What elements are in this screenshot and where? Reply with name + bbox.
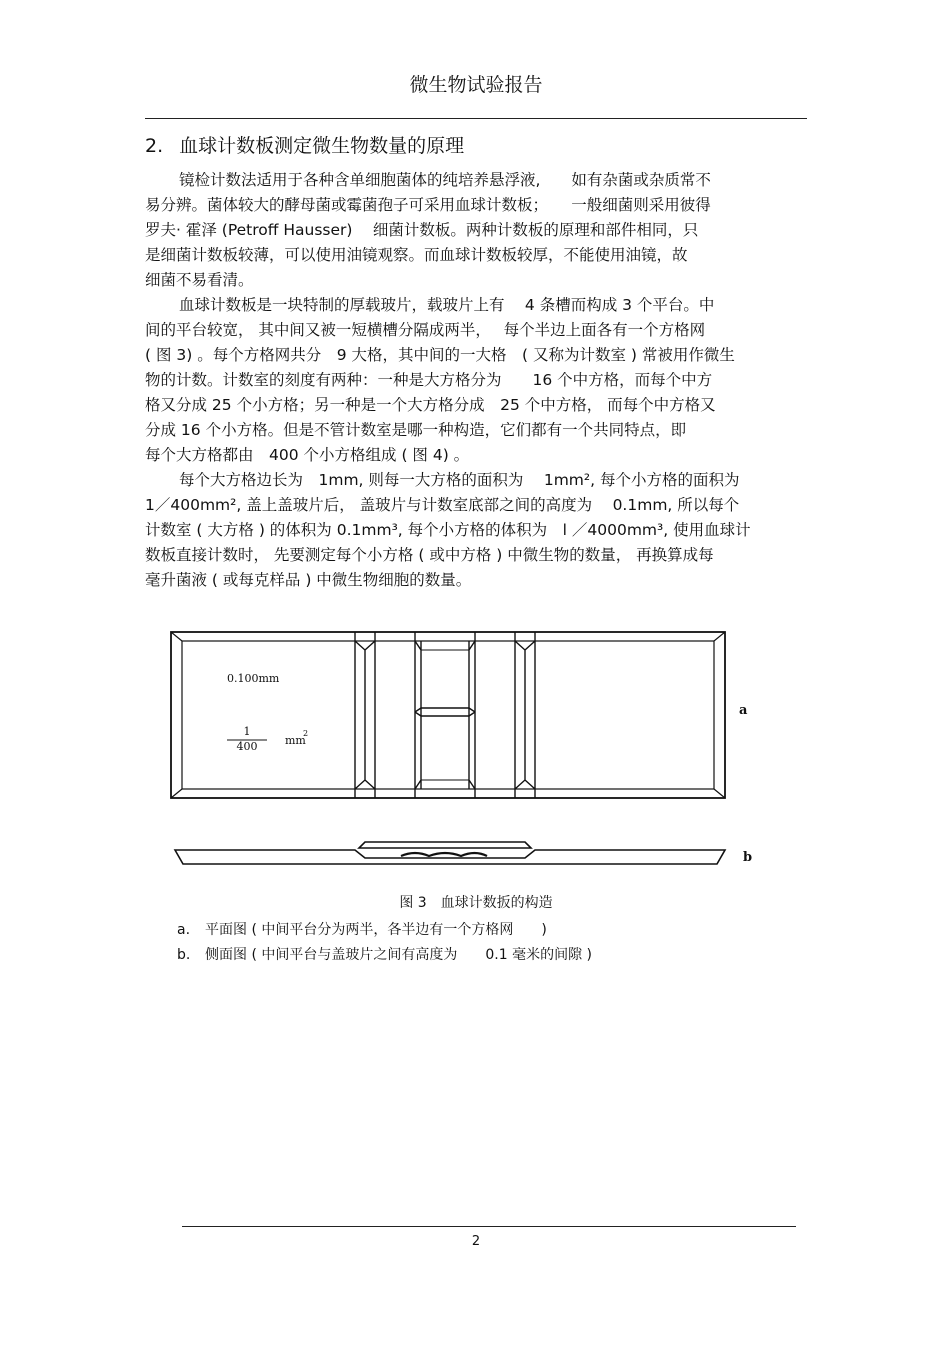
area-exponent: 2 <box>303 729 309 738</box>
page-number: 2 <box>471 1234 481 1249</box>
fraction-numerator: 1 <box>243 725 251 738</box>
label-a: a <box>739 703 748 718</box>
body-line: 每个大方格边长为 1mm, 则每一大方格的面积为 1mm², 每个小方格的面积为 <box>179 471 740 489</box>
body-line: 分成 16 个小方格。但是不管计数室是哪一种构造，它们都有一个共同特点，即 <box>145 421 687 439</box>
body-line: 物的计数。计数室的刻度有两种：一种是大方格分为 16 个中方格，而每个中方 <box>145 371 713 389</box>
figure-caption <box>145 892 807 912</box>
body-line: 易分辨。菌体较大的酵母菌或霉菌孢子可采用血球计数板； 一般细菌则采用彼得 <box>145 196 711 214</box>
figure-notes <box>177 918 592 968</box>
note-item <box>177 918 592 943</box>
note-text: 平面图 ( 中间平台分为两半，各半边有一个方格网 ) <box>205 922 547 938</box>
fraction-denominator: 400 <box>236 740 258 753</box>
side-slide <box>175 850 725 864</box>
cover-glass <box>359 842 531 848</box>
slide-outline <box>171 632 725 798</box>
groove-right-outer <box>515 632 535 798</box>
body-line: 计数室 ( 大方格 ) 的体积为 0.1mm³, 每个小方格的体积为 l ／4000mm³, 使用血球计 <box>145 521 751 539</box>
page-header-title: 微生物试验报告 <box>409 74 543 96</box>
grid-measure-label: 0.100mm <box>227 672 280 685</box>
body-line: ( 图 3) 。每个方格网共分 9 大格，其中间的一大格 ( 又称为计数室 ) 常被用作微生 <box>145 346 735 364</box>
caption-prefix: 图 3 <box>399 895 427 911</box>
label-b: b <box>743 850 753 865</box>
body-line: 细菌不易看清。 <box>145 271 254 289</box>
note-text: 侧面图 ( 中间平台与盖玻片之间有高度为 0.1 毫米的间隙 ) <box>205 947 592 963</box>
caption-text: 血球计数扳的构造 <box>440 895 553 911</box>
side-view <box>175 842 725 864</box>
body-line: 毫升菌液 ( 或每克样品 ) 中微生物细胞的数量。 <box>145 571 472 589</box>
paragraph-3 <box>145 468 807 593</box>
side-sample-marks <box>401 853 487 856</box>
body-line: 每个大方格都由 400 个小方格组成 ( 图 4) 。 <box>145 446 470 464</box>
body-line: 1／400mm², 盖上盖玻片后， 盖玻片与计数室底部之间的高度为 0.1mm, 所以每个 <box>145 496 740 514</box>
footer-divider <box>182 1226 796 1227</box>
cross-groove <box>415 708 475 716</box>
note-item <box>177 943 592 968</box>
section-heading <box>145 131 464 158</box>
paragraph-2 <box>145 293 807 468</box>
note-label: b. <box>177 947 191 963</box>
body-line: 镜检计数法适用于各种含单细胞菌体的纯培养悬浮液, 如有杂菌或杂质常不 <box>179 171 711 189</box>
paragraph-1 <box>145 168 807 293</box>
body-line: 间的平台较宽， 其中间又被一短横槽分隔成两半， 每个半边上面各有一个方格网 <box>145 321 706 339</box>
groove-left-outer <box>355 632 375 798</box>
header-divider <box>145 118 807 119</box>
area-unit: mm <box>285 734 306 747</box>
body-line: 数板直接计数时， 先要测定每个小方格 ( 或中方格 ) 中微生物的数量， 再换算成每 <box>145 546 714 564</box>
body-line: 血球计数板是一块特制的厚载玻片，载玻片上有 4 条槽而构成 3 个平台。中 <box>179 296 715 314</box>
section-title: 血球计数板测定微生物数量的原理 <box>179 135 465 157</box>
body-line: 罗夫· 霍泽 (Petroff Hausser) 细菌计数板。两种计数板的原理和部件相同，只 <box>145 221 699 239</box>
hemocytometer-diagram <box>165 628 785 878</box>
section-number: 2. <box>145 135 164 157</box>
body-line: 是细菌计数板较薄，可以使用油镜观察。而血球计数板较厚，不能使用油镜，故 <box>145 246 688 264</box>
body-line: 格又分成 25 个小方格；另一种是一个大方格分成 25 个中方格， 而每个中方格又 <box>145 396 716 414</box>
note-label: a. <box>177 922 191 938</box>
plan-view <box>171 632 725 798</box>
slide-bevel <box>182 641 714 789</box>
hemocytometer-figure <box>165 628 785 882</box>
